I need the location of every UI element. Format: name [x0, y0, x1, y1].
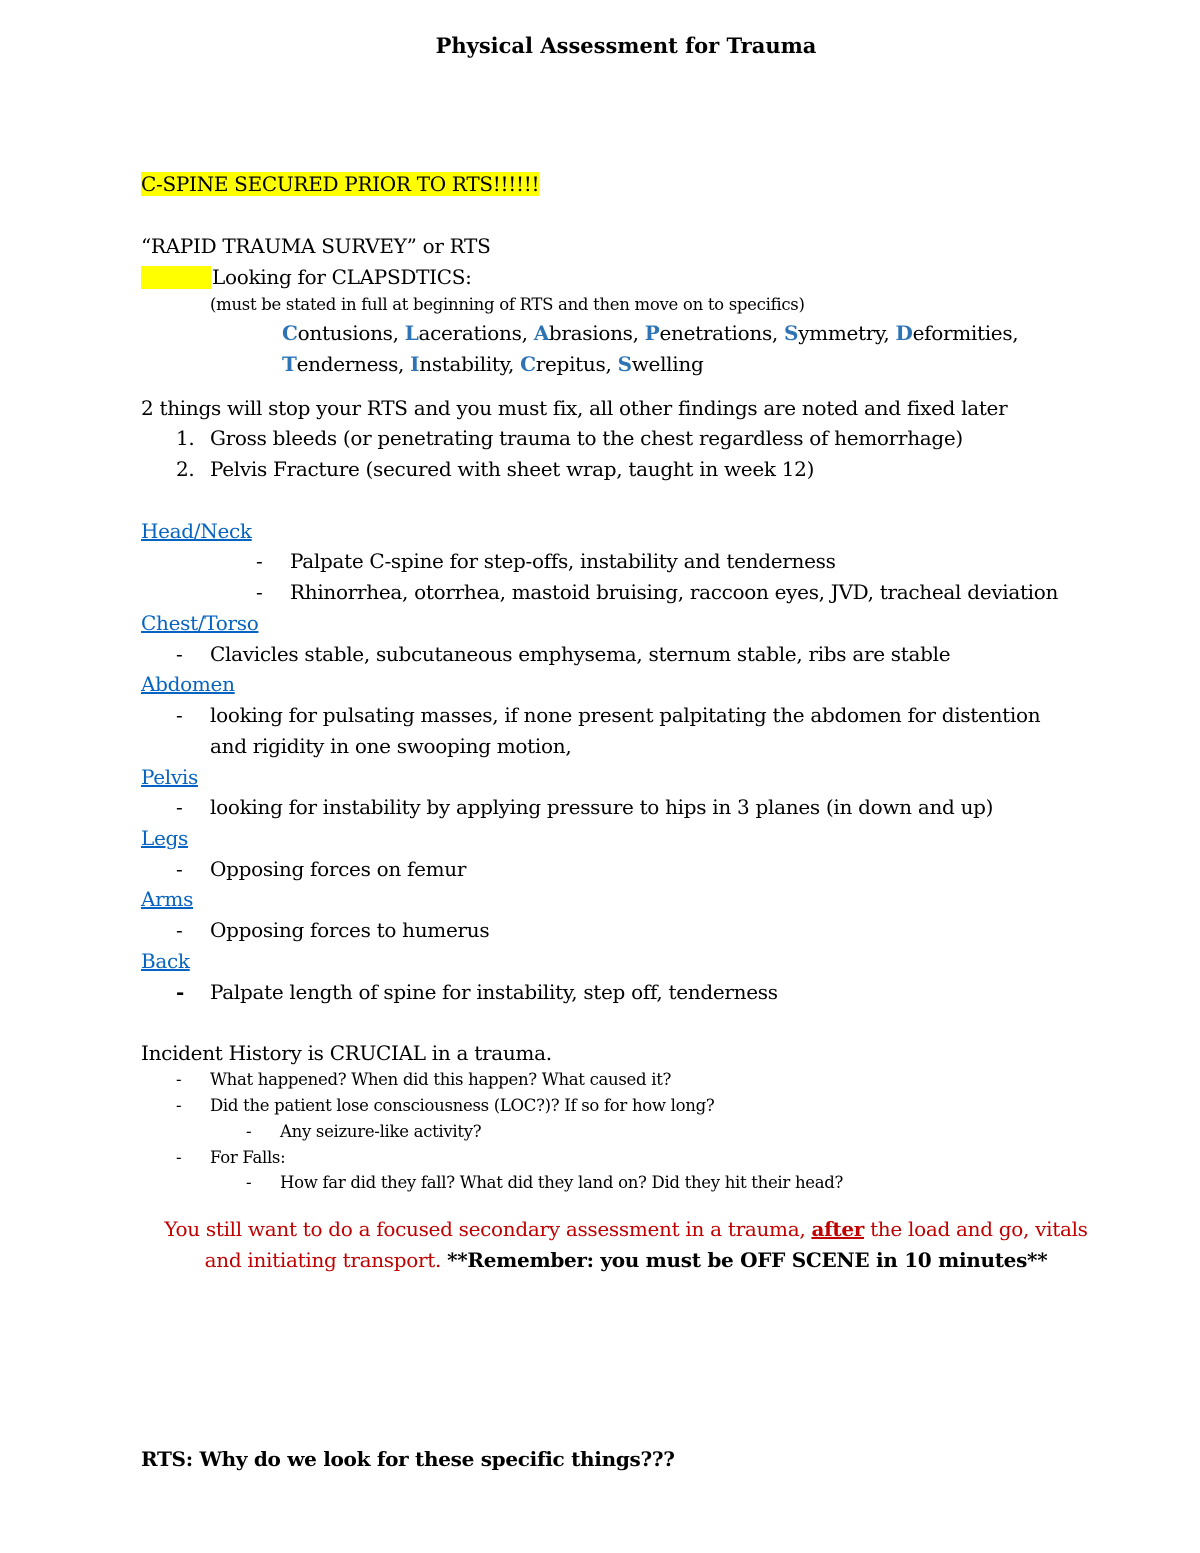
list-item: - For Falls: [176, 1148, 286, 1167]
clap-term: Deformities, [895, 321, 1019, 345]
closing-line-2: and initiating transport. **Remember: you must be OFF SCENE in 10 minutes** [204, 1248, 1048, 1272]
closing-line-1: You still want to do a focused secondary assessment in a trauma, after the load and go, vitals [164, 1217, 1088, 1241]
clap-line-1 [282, 321, 1018, 345]
list-item: - Did the patient lose consciousness (LOC?)? If so for how long? [176, 1096, 715, 1115]
clap-term: Abrasions, [533, 321, 645, 345]
clap-term: Contusions, [282, 321, 405, 345]
clap-term: Penetrations, [644, 321, 785, 345]
cspine-warning [141, 172, 539, 196]
list-item: - looking for pulsating masses, if none present palpitating the abdomen for distention [176, 703, 1041, 727]
list-item: - Palpate length of spine for instability, step off, tenderness [176, 980, 778, 1004]
clap-term: Symmetry, [784, 321, 896, 345]
section-head-neck-link[interactable]: Head/Neck [141, 519, 252, 543]
clap-note: (must be stated in full at beginning of RTS and then move on to specifics) [210, 295, 805, 314]
list-item: - Opposing forces to humerus [176, 918, 490, 942]
list-item: - Palpate C-spine for step-offs, instability and tenderness [256, 549, 836, 573]
list-item: - Any seizure-like activity? [246, 1122, 482, 1141]
clap-label: Looking for CLAPSDTICS: [212, 265, 472, 289]
section-chest-link[interactable]: Chest/Torso [141, 611, 259, 635]
section-legs-link[interactable]: Legs [141, 826, 188, 850]
section-arms-link[interactable]: Arms [141, 887, 194, 911]
cspine-warning-text: C-SPINE SECURED PRIOR TO RTS!!!!!! [141, 172, 540, 196]
stop-intro: 2 things will stop your RTS and you must fix, all other findings are noted and fixed later [141, 396, 1008, 420]
stop-item-2: 2. Pelvis Fracture (secured with sheet wrap, taught in week 12) [176, 457, 815, 481]
list-item: - Clavicles stable, subcutaneous emphysema, sternum stable, ribs are stable [176, 642, 951, 666]
clap-term: Tenderness, [282, 352, 411, 376]
section-abdomen-link[interactable]: Abdomen [141, 672, 235, 696]
list-item: - looking for instability by applying pressure to hips in 3 planes (in down and up) [176, 795, 994, 819]
list-item: - What happened? When did this happen? What caused it? [176, 1070, 672, 1089]
section-back-link[interactable]: Back [141, 949, 190, 973]
section-pelvis-link[interactable]: Pelvis [141, 765, 198, 789]
clap-term: Crepitus, [520, 352, 618, 376]
clap-term: Lacerations, [404, 321, 534, 345]
history-heading: Incident History is CRUCIAL in a trauma. [141, 1041, 552, 1065]
clap-term: Swelling [617, 352, 704, 376]
highlight-marker [141, 266, 211, 289]
list-item: - How far did they fall? What did they land on? Did they hit their head? [246, 1173, 844, 1192]
list-item: - Rhinorrhea, otorrhea, mastoid bruising, raccoon eyes, JVD, tracheal deviation [256, 580, 1059, 604]
page-title: Physical Assessment for Trauma [435, 33, 817, 58]
list-item: - Opposing forces on femur [176, 857, 467, 881]
final-question: RTS: Why do we look for these specific things??? [141, 1447, 675, 1471]
clap-term: Instability, [410, 352, 521, 376]
clap-line-2 [282, 352, 703, 376]
list-item-continuation: and rigidity in one swooping motion, [210, 734, 572, 758]
rts-heading: “RAPID TRAUMA SURVEY” or RTS [141, 234, 491, 258]
stop-item-1: 1. Gross bleeds (or penetrating trauma to the chest regardless of hemorrhage) [176, 426, 963, 450]
